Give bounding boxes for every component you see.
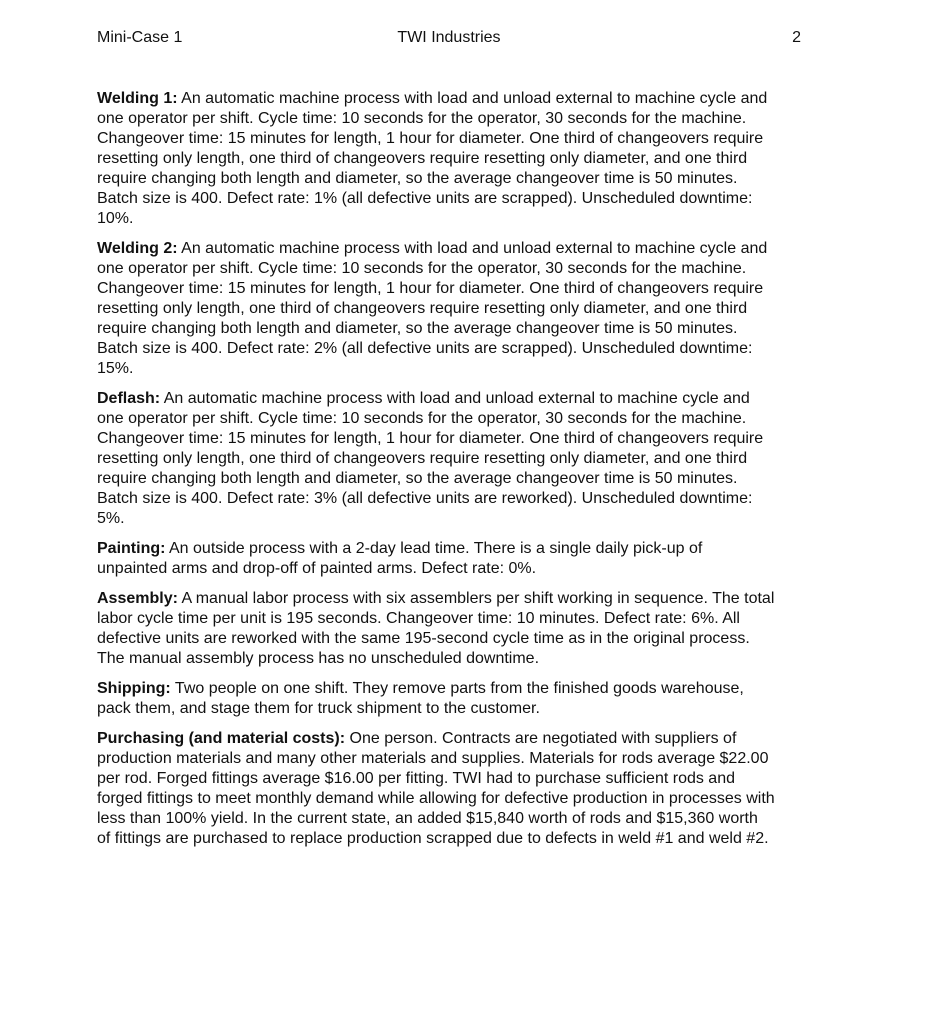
line: of fittings are purchased to replace production scrapped due to defects in weld #1 and weld #2. — [97, 830, 769, 847]
line-text: A manual labor process with six assemblers per shift working in sequence. The total — [181, 590, 775, 607]
line-text: An automatic machine process with load and unload external to machine cycle and — [163, 390, 750, 407]
line — [97, 239, 865, 259]
section-purchasing — [97, 729, 865, 849]
line: 5%. — [97, 510, 125, 527]
header-case-label: Mini-Case 1 — [97, 29, 183, 46]
section-title: Purchasing (and material costs): — [97, 730, 346, 747]
line — [97, 589, 865, 609]
line: Changeover time: 15 minutes for length, 1 hour for diameter. One third of changeovers require — [97, 130, 764, 147]
line — [97, 89, 865, 109]
line: defective units are reworked with the same 195-second cycle time as in the original process. — [97, 630, 750, 647]
line-text: One person. Contracts are negotiated with suppliers of — [349, 730, 737, 747]
section-title: Shipping: — [97, 680, 171, 697]
line-text: Two people on one shift. They remove parts from the finished goods warehouse, — [174, 680, 744, 697]
line-text: An outside process with a 2-day lead time. There is a single daily pick-up of — [169, 540, 703, 557]
line: pack them, and stage them for truck shipment to the customer. — [97, 700, 540, 717]
line — [97, 679, 865, 699]
line: production materials and many other materials and supplies. Materials for rods average $22.00 — [97, 750, 769, 767]
line: resetting only length, one third of changeovers require resetting only diameter, and one third — [97, 450, 748, 467]
line: resetting only length, one third of changeovers require resetting only diameter, and one third — [97, 150, 748, 167]
line: resetting only length, one third of changeovers require resetting only diameter, and one third — [97, 300, 748, 317]
line-text: An automatic machine process with load and unload external to machine cycle and — [181, 240, 768, 257]
line-text: An automatic machine process with load and unload external to machine cycle and — [181, 90, 768, 107]
line — [97, 539, 865, 559]
section-painting — [97, 539, 865, 579]
section-assembly — [97, 589, 865, 669]
line: Batch size is 400. Defect rate: 1% (all defective units are scrapped). Unscheduled downtime: — [97, 190, 753, 207]
line: labor cycle time per unit is 195 seconds. Changeover time: 10 minutes. Defect rate: 6%. All — [97, 610, 740, 627]
line: one operator per shift. Cycle time: 10 seconds for the operator, 30 seconds for the machine. — [97, 260, 747, 277]
line: one operator per shift. Cycle time: 10 seconds for the operator, 30 seconds for the machine. — [97, 410, 747, 427]
section-title: Welding 1: — [97, 90, 178, 107]
section-welding-1 — [97, 89, 865, 229]
section-title: Painting: — [97, 540, 166, 557]
line: one operator per shift. Cycle time: 10 seconds for the operator, 30 seconds for the machine. — [97, 110, 747, 127]
line: require changing both length and diameter, so the average changeover time is 50 minutes. — [97, 470, 738, 487]
line: 15%. — [97, 360, 134, 377]
document-body — [97, 89, 865, 859]
line: per rod. Forged fittings average $16.00 per fitting. TWI had to purchase sufficient rods and — [97, 770, 735, 787]
header-company-name: TWI Industries — [397, 29, 501, 46]
line — [97, 389, 865, 409]
line — [97, 729, 865, 749]
section-title: Welding 2: — [97, 240, 178, 257]
section-shipping — [97, 679, 865, 719]
line: Changeover time: 15 minutes for length, 1 hour for diameter. One third of changeovers require — [97, 280, 764, 297]
line: The manual assembly process has no unscheduled downtime. — [97, 650, 540, 667]
header-page-number: 2 — [792, 29, 801, 46]
line: Changeover time: 15 minutes for length, 1 hour for diameter. One third of changeovers require — [97, 430, 764, 447]
line: less than 100% yield. In the current state, an added $15,840 worth of rods and $15,360 worth — [97, 810, 758, 827]
line: require changing both length and diameter, so the average changeover time is 50 minutes. — [97, 320, 738, 337]
section-title: Deflash: — [97, 390, 161, 407]
page-header — [97, 29, 801, 49]
line: unpainted arms and drop-off of painted arms. Defect rate: 0%. — [97, 560, 537, 577]
line: forged fittings to meet monthly demand while allowing for defective production in processes with — [97, 790, 775, 807]
section-deflash — [97, 389, 865, 529]
line: 10%. — [97, 210, 134, 227]
section-title: Assembly: — [97, 590, 178, 607]
section-welding-2 — [97, 239, 865, 379]
line: Batch size is 400. Defect rate: 3% (all defective units are reworked). Unscheduled downtime: — [97, 490, 753, 507]
line: Batch size is 400. Defect rate: 2% (all defective units are scrapped). Unscheduled downtime: — [97, 340, 753, 357]
line: require changing both length and diameter, so the average changeover time is 50 minutes. — [97, 170, 738, 187]
